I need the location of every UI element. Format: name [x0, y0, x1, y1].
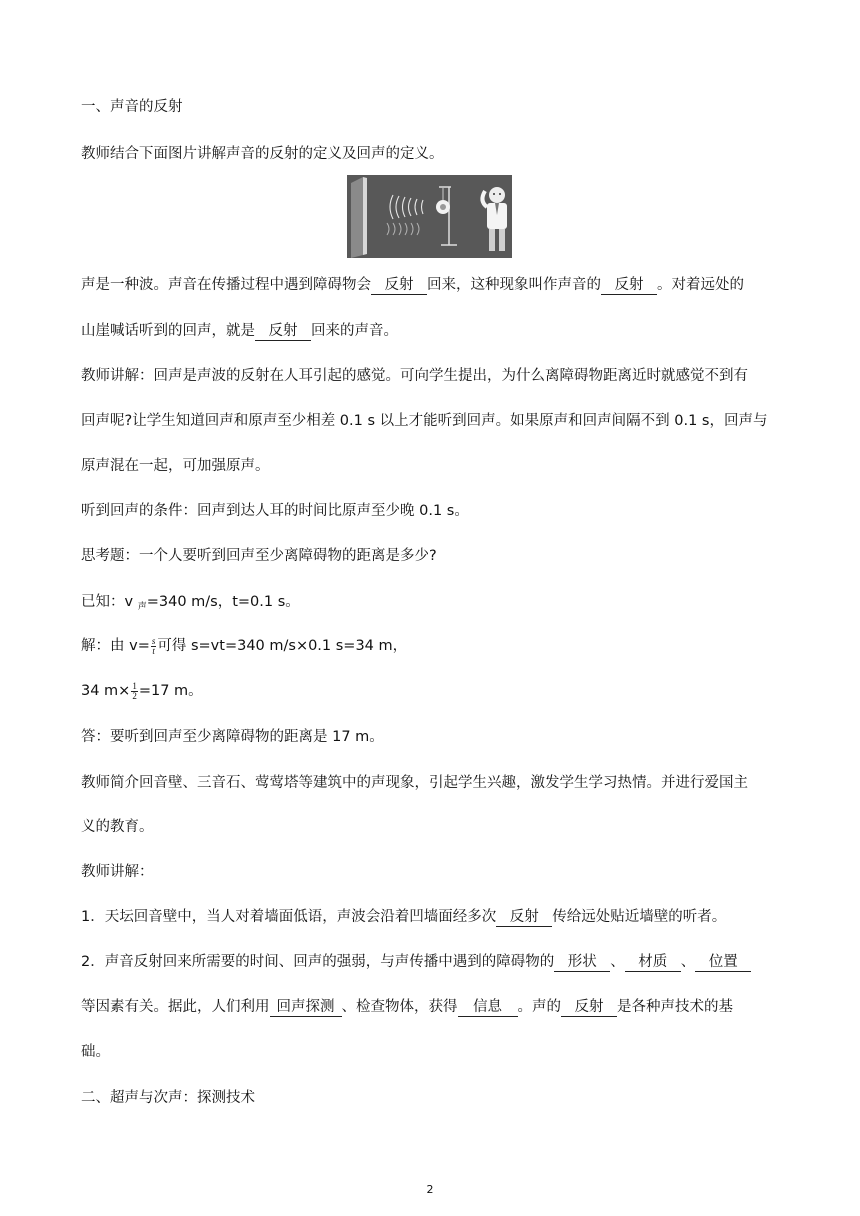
intro-paragraph: 教师结合下面图片讲解声音的反射的定义及回声的定义。 [81, 146, 444, 162]
fill-blank: 信息 [458, 998, 518, 1017]
fill-blank: 反射 [601, 276, 657, 295]
teacher-intro-line-1: 教师简介回音壁、三音石、莺莺塔等建筑中的声现象，引起学生兴趣，激发学生学习热情。并进行爱国主 [81, 775, 748, 791]
paragraph-reflection-line-2: 山崖喊话听到的回声，就是 反射 回来的声音。 [81, 323, 398, 339]
solution-line-1: 解：由 v= $\frac{s}{t}$ 可得 s=vt=340 m/s×0.1 s=34 m， [81, 635, 408, 656]
fraction-s-over-t: $\frac{s}{t}$ [151, 635, 156, 656]
fill-blank: 反射 [561, 998, 617, 1017]
item-2-line-2: 等因素有关。据此，人们利用 回声探测 、检查物体，获得 信息 。声的 反射 是各种声技术的基 [81, 999, 733, 1015]
echo-condition: 听到回声的条件：回声到达人耳的时间比原声至少晚 0.1 s。 [81, 503, 469, 519]
fill-blank: 回声探测 [270, 998, 342, 1017]
fraction-one-half: $\frac{1}{2}$ [132, 680, 137, 701]
fill-blank: 形状 [554, 953, 610, 972]
solution-line-2: 34 m× $\frac{1}{2}$ =17 m。 [81, 680, 203, 701]
fill-blank: 反射 [496, 908, 552, 927]
teacher-explain-heading: 教师讲解： [81, 864, 154, 880]
teacher-intro-line-2: 义的教育。 [81, 819, 154, 835]
fill-blank: 反射 [371, 276, 427, 295]
teacher-explain-line-3: 原声混在一起，可加强原声。 [81, 458, 270, 474]
echo-illustration [347, 175, 512, 258]
known-values: 已知：v $_声$=340 m/s，t=0.1 s。 [81, 594, 300, 612]
teacher-explain-line-2: 回声呢?让学生知道回声和原声至少相差 0.1 s 以上才能听到回声。如果原声和回声间隔不到 0.1 s，回声与 [81, 413, 768, 429]
fill-blank: 反射 [255, 322, 311, 341]
section-heading-1: 一、声音的反射 [81, 99, 183, 115]
answer: 答：要听到回声至少离障碍物的距离是 17 m。 [81, 729, 384, 745]
thinking-question: 思考题：一个人要听到回声至少离障碍物的距离是多少? [81, 548, 437, 564]
fill-blank: 材质 [625, 953, 681, 972]
item-1: 1．天坛回音壁中，当人对着墙面低语，声波会沿着凹墙面经多次 反射 传给远处贴近墙壁的听者。 [81, 909, 727, 925]
fill-blank: 位置 [695, 953, 751, 972]
section-heading-2: 二、超声与次声：探测技术 [81, 1090, 255, 1106]
teacher-explain-line-1: 教师讲解：回声是声波的反射在人耳引起的感觉。可向学生提出，为什么离障碍物距离近时就感觉不到有 [81, 368, 748, 384]
item-2-line-3: 础。 [81, 1044, 110, 1060]
paragraph-reflection-line-1: 声是一种波。声音在传播过程中遇到障碍物会 反射 回来，这种现象叫作声音的 反射 。对着远处的 [81, 277, 744, 293]
page-number: 2 [426, 1183, 434, 1196]
item-2-line-1: 2．声音反射回来所需要的时间、回声的强弱，与声传播中遇到的障碍物的 形状 、 材质 、 位置 [81, 952, 780, 972]
